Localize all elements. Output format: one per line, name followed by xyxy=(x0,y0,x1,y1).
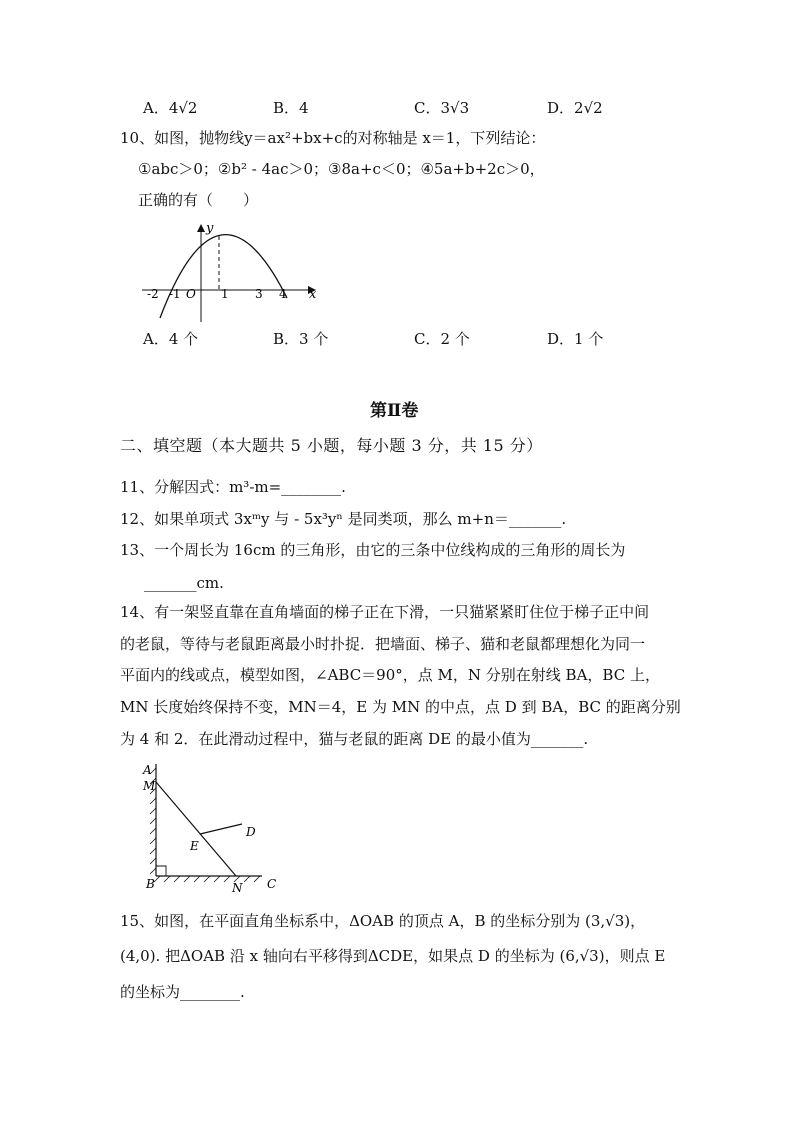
q13-line2: _______cm. xyxy=(144,574,224,592)
fig-label-a: A xyxy=(143,763,152,777)
q15-line: (4,0). 把ΔOAB 沿 x 轴向右平移得到ΔCDE，如果点 D 的坐标为 (6,√3)，则点 E xyxy=(120,947,666,965)
fig-label-e: E xyxy=(190,839,199,853)
q9-option-a: A．4√2 xyxy=(143,99,198,117)
section-heading: 二、填空题（本大题共 5 小题，每小题 3 分，共 15 分） xyxy=(120,436,543,455)
q15-line: 的坐标为________. xyxy=(120,983,245,1001)
fig-label-c: C xyxy=(267,877,277,891)
q15-line: 15、如图，在平面直角坐标系中，ΔOAB 的顶点 A，B 的坐标分别为 (3,√3)， xyxy=(120,912,646,930)
q10-option-a: A．4 个 xyxy=(143,330,199,348)
part-title: 第Ⅱ卷 xyxy=(370,401,419,421)
q10-option-c: C．2 个 xyxy=(414,330,470,348)
graph-tick-label: -2 xyxy=(147,287,159,301)
q14-line: MN 长度始终保持不变，MN＝4，E 为 MN 的中点，点 D 到 BA，BC 的距离分别 xyxy=(120,698,681,716)
graph-x-label: x xyxy=(309,287,317,302)
q10-stem: 10、如图，抛物线y＝ax²+bx+c的对称轴是 x＝1，下列结论： xyxy=(120,129,546,147)
fig-label-n: N xyxy=(232,881,243,895)
q9-option-d: D．2√2 xyxy=(547,99,603,117)
q14-line: 平面内的线或点，模型如图，∠ABC＝90°，点 M，N 分别在射线 BA，BC 上， xyxy=(120,666,660,684)
graph-tick-label: 3 xyxy=(255,287,263,301)
q14-line: 14、有一架竖直靠在直角墙面的梯子正在下滑，一只猫紧紧盯住位于梯子正中间 xyxy=(120,603,650,621)
fig-label-d: D xyxy=(246,825,256,839)
q10-option-d: D．1 个 xyxy=(547,330,604,348)
q11-text: 11、分解因式：m³-m=________. xyxy=(120,478,346,496)
graph-tick-label: 4 xyxy=(279,287,287,301)
fig-label-m: M xyxy=(143,779,156,793)
graph-origin-label: O xyxy=(186,287,196,301)
fig-label-b: B xyxy=(146,877,155,891)
q14-line: 的老鼠，等待与老鼠距离最小时扑捉．把墙面、梯子、猫和老鼠都理想化为同一 xyxy=(120,635,646,653)
q10-parabola-graph xyxy=(140,218,340,328)
graph-tick-label: 1 xyxy=(221,287,229,301)
q9-option-c: C．3√3 xyxy=(414,99,470,117)
q14-line: 为 4 和 2．在此滑动过程中，猫与老鼠的距离 DE 的最小值为_______. xyxy=(120,730,589,748)
graph-y-label: y xyxy=(206,221,214,236)
q10-option-b: B．3 个 xyxy=(273,330,329,348)
q10-conclusions: ①abc＞0；②b² - 4ac＞0；③8a+c＜0；④5a+b+2c＞0， xyxy=(138,160,545,178)
q9-option-b: B．4 xyxy=(273,99,309,117)
q14-ladder-figure xyxy=(138,758,288,898)
graph-tick-label: -1 xyxy=(169,287,181,301)
q12-text: 12、如果单项式 3xᵐy 与 - 5x³yⁿ 是同类项，那么 m+n＝_______. xyxy=(120,510,567,528)
q13-line1: 13、一个周长为 16cm 的三角形，由它的三条中位线构成的三角形的周长为 xyxy=(120,541,626,559)
q10-prompt: 正确的有（ ） xyxy=(138,191,259,209)
